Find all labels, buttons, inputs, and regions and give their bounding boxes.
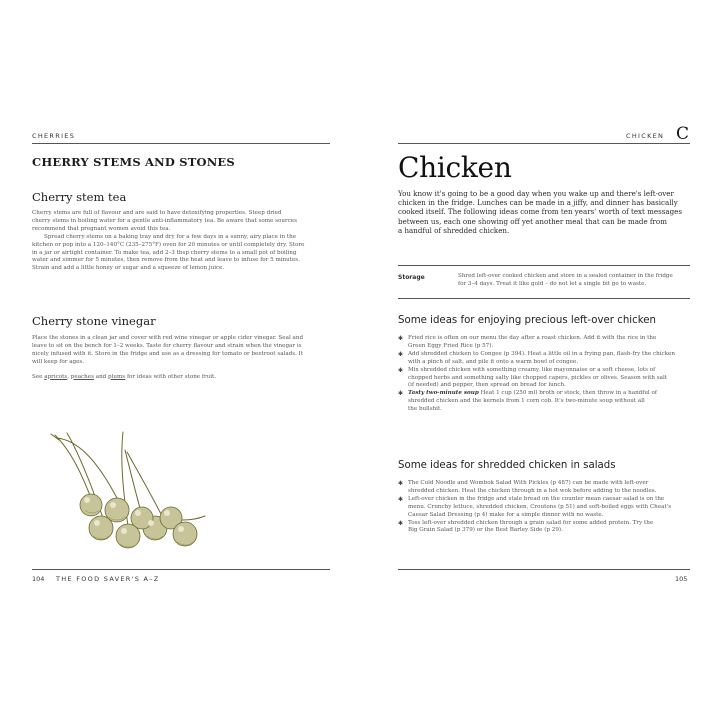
- list-item-line: with a pinch of salt, and pile it onto a warm bowl of congee.: [408, 358, 579, 365]
- storage-text: [458, 273, 693, 289]
- see-also-suffix: for ideas with other stone fruit.: [125, 373, 217, 380]
- soup-title: Tasty two-minute soup: [408, 390, 479, 397]
- asterisk-icon: ✱: [398, 390, 404, 398]
- vinegar-heading: Cherry stone vinegar: [32, 314, 156, 328]
- intro-line: You know it's going to be a good day when you wake up and there's left-over: [398, 189, 674, 198]
- link-apricots[interactable]: apricots: [44, 373, 68, 380]
- tea-line: in a jar or airtight container. To make tea, add 2–3 tbsp cherry stems to a small pot of boiling: [32, 249, 297, 256]
- list-item-line: chopped herbs and something salty like chopped capers, pickles or olives. Season with salt: [408, 374, 667, 381]
- list-item-line: Toss left-over shredded chicken through a grain salad for some added protein. Try the: [408, 519, 654, 526]
- storage-label: Storage: [398, 274, 425, 281]
- book-title-footer: THE FOOD SAVER'S A–Z: [56, 575, 160, 583]
- tea-body: [32, 210, 332, 273]
- running-head-left: CHERRIES: [32, 132, 76, 140]
- tea-line: Spread cherry stems on a baking tray and dry for a few days in a sunny, airy place in the: [44, 233, 297, 240]
- list-item-line: Add shredded chicken to Congee (p 394). Heat a little oil in a frying pan, flash-fry the chicken: [408, 350, 675, 357]
- list-item-line: menu. Crunchy lettuce, shredded chicken, Croutons (p 51) and soft-boiled eggs with Cheat's: [408, 503, 672, 510]
- asterisk-icon: ✱: [398, 480, 404, 487]
- intro-text: [398, 189, 690, 235]
- ideas-list: [398, 335, 693, 414]
- tea-line: Strain and add a little honey or sugar and a squeeze of lemon juice.: [32, 265, 225, 272]
- list-item: [398, 496, 693, 520]
- list-item: [398, 390, 693, 414]
- storage-rule-top: [398, 265, 690, 266]
- intro-line: cooked itself. The following ideas come from ten years' worth of text messages: [398, 207, 682, 217]
- asterisk-icon: ✱: [398, 495, 404, 503]
- footer-rule-right: [398, 569, 690, 570]
- list-item: [398, 520, 693, 536]
- page-number-left: 104: [32, 575, 45, 583]
- intro-line: a handful of shredded chicken.: [398, 225, 510, 235]
- vinegar-line: Place the stones in a clean jar and cover with red wine vinegar or apple cider vinegar. Seal and: [32, 335, 304, 341]
- storage-rule-bottom: [398, 298, 690, 299]
- list-item-line: Mix shredded chicken with something creamy, like mayonnaise or a soft cheese, lots of: [408, 366, 656, 373]
- right-page: [360, 0, 720, 720]
- list-item-line: Caesar Salad Dressing (p 4) make for a simple dinner with no waste.: [408, 511, 604, 518]
- asterisk-icon: ✱: [398, 350, 404, 358]
- asterisk-icon: ✱: [398, 366, 404, 374]
- tea-line: water and simmer for 5 minutes, then remove from the heat and leave to infuse for 5 minutes.: [32, 257, 300, 264]
- see-also-sep: ,: [67, 373, 71, 380]
- running-head-right: CHICKEN: [626, 132, 665, 140]
- storage-line: for 3–4 days. Treat it like gold – do not let a single bit go to waste.: [458, 280, 647, 287]
- vinegar-line: leave to sit on the bench for 1–2 weeks. Taste for cherry flavour and strain when the vinegar is: [32, 342, 302, 349]
- footer-rule-left: [32, 569, 330, 570]
- cherries-illustration-icon: [45, 430, 245, 560]
- list-item: [398, 480, 693, 496]
- storage-line: Shred left-over cooked chicken and store in a sealed container in the fridge: [458, 273, 673, 279]
- intro-line: between us, each one showing off yet another meal that can be made from: [398, 216, 667, 226]
- list-item-line: The Cold Noodle and Wombok Salad With Pickles (p 487) can be made with left-over: [408, 480, 649, 486]
- soup-line: shredded chicken and the kernels from 1 corn cob. It's two-minute soup without all: [408, 398, 645, 405]
- list-item-line: Big Grain Salad (p 379) or the Best Barley Side (p 29).: [408, 527, 563, 534]
- page-title: Chicken: [398, 151, 512, 184]
- soup-line: Heat 1 cup (250 ml) broth or stock, then throw in a handful of: [478, 390, 657, 397]
- asterisk-icon: ✱: [398, 519, 404, 527]
- vinegar-body: [32, 335, 332, 382]
- salads-heading: Some ideas for shredded chicken in salads: [398, 460, 616, 471]
- tea-line: kitchen or pop into a 120–140°C (235–275°F) oven for 20 minutes or until completely dry. Store: [32, 241, 305, 248]
- ideas-heading: Some ideas for enjoying precious left-over chicken: [398, 315, 656, 326]
- tea-line: cherry stems in boiling water for a gentle anti-inflammatory tea. Be aware that some sources: [32, 217, 297, 224]
- list-item-line: Green Eggy Fried Rice (p 57).: [408, 342, 494, 349]
- header-rule-left: [32, 143, 330, 144]
- thumb-letter: C: [676, 124, 690, 144]
- vinegar-line: will keep for ages.: [32, 358, 85, 365]
- link-peaches[interactable]: peaches: [70, 373, 94, 380]
- soup-line: the bullshit.: [408, 406, 442, 413]
- list-item-line: (if needed) and pepper, then spread on bread for lunch.: [408, 382, 566, 389]
- see-also-sep: and: [93, 373, 109, 380]
- salads-list: [398, 480, 693, 535]
- page-number-right: 105: [675, 575, 688, 583]
- list-item-line: Fried rice is often on our menu the day after a roast chicken. Add it with the rice in the: [408, 335, 657, 341]
- asterisk-icon: ✱: [398, 335, 404, 342]
- vinegar-line: nicely infused with it. Store in the fridge and use as a dressing for tomato or beetroot salads. It: [32, 350, 304, 357]
- list-item: [398, 351, 693, 367]
- see-also-prefix: See: [32, 373, 45, 380]
- see-also: [32, 374, 332, 382]
- header-rule-right: [398, 143, 690, 144]
- list-item-line: [408, 390, 693, 398]
- list-item: [398, 367, 693, 391]
- list-item: [398, 335, 693, 351]
- section-title: CHERRY STEMS AND STONES: [32, 155, 235, 169]
- list-item-line: Left-over chicken in the fridge and stale bread on the counter mean caesar salad is on the: [408, 495, 665, 502]
- tea-heading: Cherry stem tea: [32, 190, 127, 204]
- intro-line: chicken in the fridge. Lunches can be made in a jiffy, and dinner has basically: [398, 198, 678, 208]
- tea-line: Cherry stems are full of flavour and are said to have detoxifying properties. Steep dried: [32, 210, 282, 216]
- list-item-line: shredded chicken. Heat the chicken through in a hot wok before adding to the noodles.: [408, 487, 657, 494]
- tea-line: recommend that pregnant women avoid this tea.: [32, 225, 171, 232]
- link-plums[interactable]: plums: [108, 373, 126, 380]
